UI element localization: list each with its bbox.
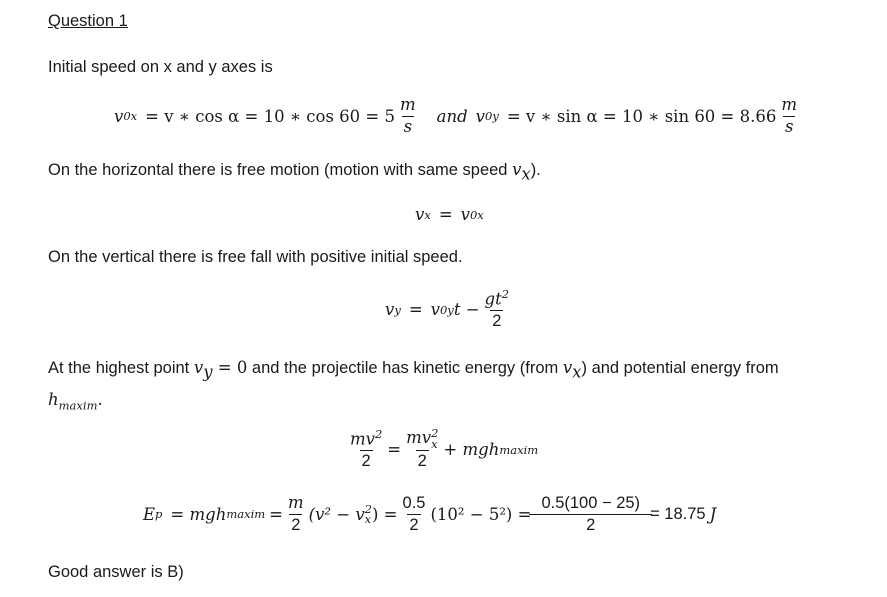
eq3-lhs-sub: y bbox=[394, 302, 401, 317]
eq4-f1-den: 2 bbox=[361, 452, 371, 471]
hmax-line: $h_{maxim}$. bbox=[48, 390, 103, 413]
eq4-fraction-1 bbox=[348, 428, 384, 471]
eq5-f2-den: 2 bbox=[409, 515, 419, 534]
eq2-rhs: v bbox=[460, 205, 470, 224]
intro-text: Initial speed on x and y axes is bbox=[48, 58, 273, 76]
equation-energy bbox=[345, 428, 538, 471]
eq5-e: = 18.75 bbox=[650, 504, 706, 523]
eq5-fraction-2 bbox=[401, 494, 428, 535]
highest-var: v bbox=[193, 358, 204, 377]
equation-potential-energy: E p = mgh maxim = $\frac{m}{2}$ (v² − v 2 x ) = $\frac{0.5}{2}$ (10² − 5²) = $\frac{0.5(100 - 25)}{2}$ = 18.75 J bbox=[143, 493, 717, 534]
eq1-left-var: v bbox=[114, 106, 124, 126]
highest-var-sub: y bbox=[203, 362, 213, 382]
equation-vx bbox=[415, 205, 484, 224]
eq2-op: = bbox=[438, 205, 453, 224]
eq5-c: (v² − v bbox=[308, 504, 365, 524]
eq5-f3-num: 0.5(100 − 25) bbox=[541, 494, 641, 512]
eq1-unit-den-a: s bbox=[403, 116, 413, 136]
eq5-f1-num: m bbox=[288, 493, 304, 512]
eq4-op: = bbox=[387, 440, 402, 460]
highest-text-b: and the projectile has kinetic energy (from bbox=[247, 359, 563, 377]
eq1-expr-b: = v ∗ sin α = 10 ∗ sin 60 = 8.66 bbox=[506, 106, 777, 126]
eq5-b: = bbox=[269, 504, 283, 524]
eq1-right-var: v bbox=[475, 106, 485, 126]
equation-initial-speeds bbox=[114, 96, 802, 137]
vertical-motion-text: On the vertical there is free fall with positive initial speed. bbox=[48, 248, 463, 266]
horizontal-text-pre: On the horizontal there is free motion (motion with same speed bbox=[48, 161, 513, 179]
eq3-rhs: v bbox=[430, 300, 440, 320]
eq3-frac-den: 2 bbox=[492, 312, 502, 331]
horizontal-var-sub: x bbox=[521, 164, 531, 184]
eq1-unit-den-b: s bbox=[784, 116, 794, 136]
eq5-fraction-3 bbox=[535, 494, 646, 535]
eq5-lhs: E bbox=[143, 504, 156, 524]
eq5-f2-num: 0.5 bbox=[402, 494, 426, 512]
eq2-rhs-sub: 0x bbox=[469, 207, 484, 222]
eq1-right-sub: 0y bbox=[485, 109, 499, 124]
eq5-a: = mgh bbox=[170, 504, 227, 524]
eq1-unit-num-b: m bbox=[781, 95, 798, 114]
eq5-c-close: ) = bbox=[372, 504, 398, 524]
eq1-conjunction: and bbox=[436, 106, 468, 126]
horizontal-motion-text bbox=[48, 160, 541, 183]
eq4-f2-den: 2 bbox=[417, 452, 427, 471]
eq4-tail-sub: maxim bbox=[499, 442, 539, 457]
eq3-rhs-sub: 0y bbox=[439, 302, 454, 317]
eq5-lhs-sub: p bbox=[155, 507, 163, 522]
eq5-a-sub: maxim bbox=[226, 507, 266, 522]
eq3-fraction bbox=[483, 288, 512, 331]
highest-text-c: ) and potential energy from bbox=[581, 359, 779, 377]
eq1-expr-a: = v ∗ cos α = 10 ∗ cos 60 = 5 bbox=[145, 106, 395, 126]
eq3-lhs: v bbox=[385, 300, 395, 320]
eq1-unit-fraction-b bbox=[779, 96, 799, 137]
eq5-unit: J bbox=[709, 504, 717, 524]
eq5-d: (10² − 5²) = bbox=[430, 504, 532, 524]
horizontal-var: v bbox=[512, 160, 522, 179]
horizontal-text-post: ). bbox=[530, 161, 541, 179]
eq3-rhs-tail: t − bbox=[453, 300, 480, 320]
eq1-left-sub: 0x bbox=[123, 109, 138, 124]
answer-text: Good answer is B) bbox=[48, 563, 184, 581]
eq4-f1-num: $mv^2$ bbox=[350, 427, 383, 449]
highest-eq: = 0 bbox=[212, 358, 248, 377]
highest-var2-sub: x bbox=[572, 362, 582, 382]
eq2-lhs: v bbox=[415, 205, 425, 224]
highest-point-text bbox=[48, 358, 779, 381]
equation-vy bbox=[385, 288, 514, 331]
eq1-unit-fraction-a bbox=[398, 96, 418, 137]
highest-text-a: At the highest point bbox=[48, 359, 194, 377]
eq5-f1-den: 2 bbox=[291, 515, 301, 534]
eq4-tail: + mgh bbox=[443, 440, 500, 460]
eq5-f3-den: 2 bbox=[529, 514, 652, 535]
eq5-fraction-1 bbox=[286, 494, 306, 535]
eq3-op: = bbox=[408, 300, 423, 320]
eq1-unit-num-a: m bbox=[399, 95, 416, 114]
highest-var2: v bbox=[562, 358, 573, 377]
eq3-frac-num: $gt^2$ bbox=[484, 287, 510, 309]
eq4-fraction-2 bbox=[404, 428, 440, 471]
question-title: Question 1 bbox=[48, 12, 128, 30]
eq2-lhs-sub: x bbox=[424, 207, 431, 222]
eq4-f2-num: mv 2 x bbox=[406, 426, 439, 451]
